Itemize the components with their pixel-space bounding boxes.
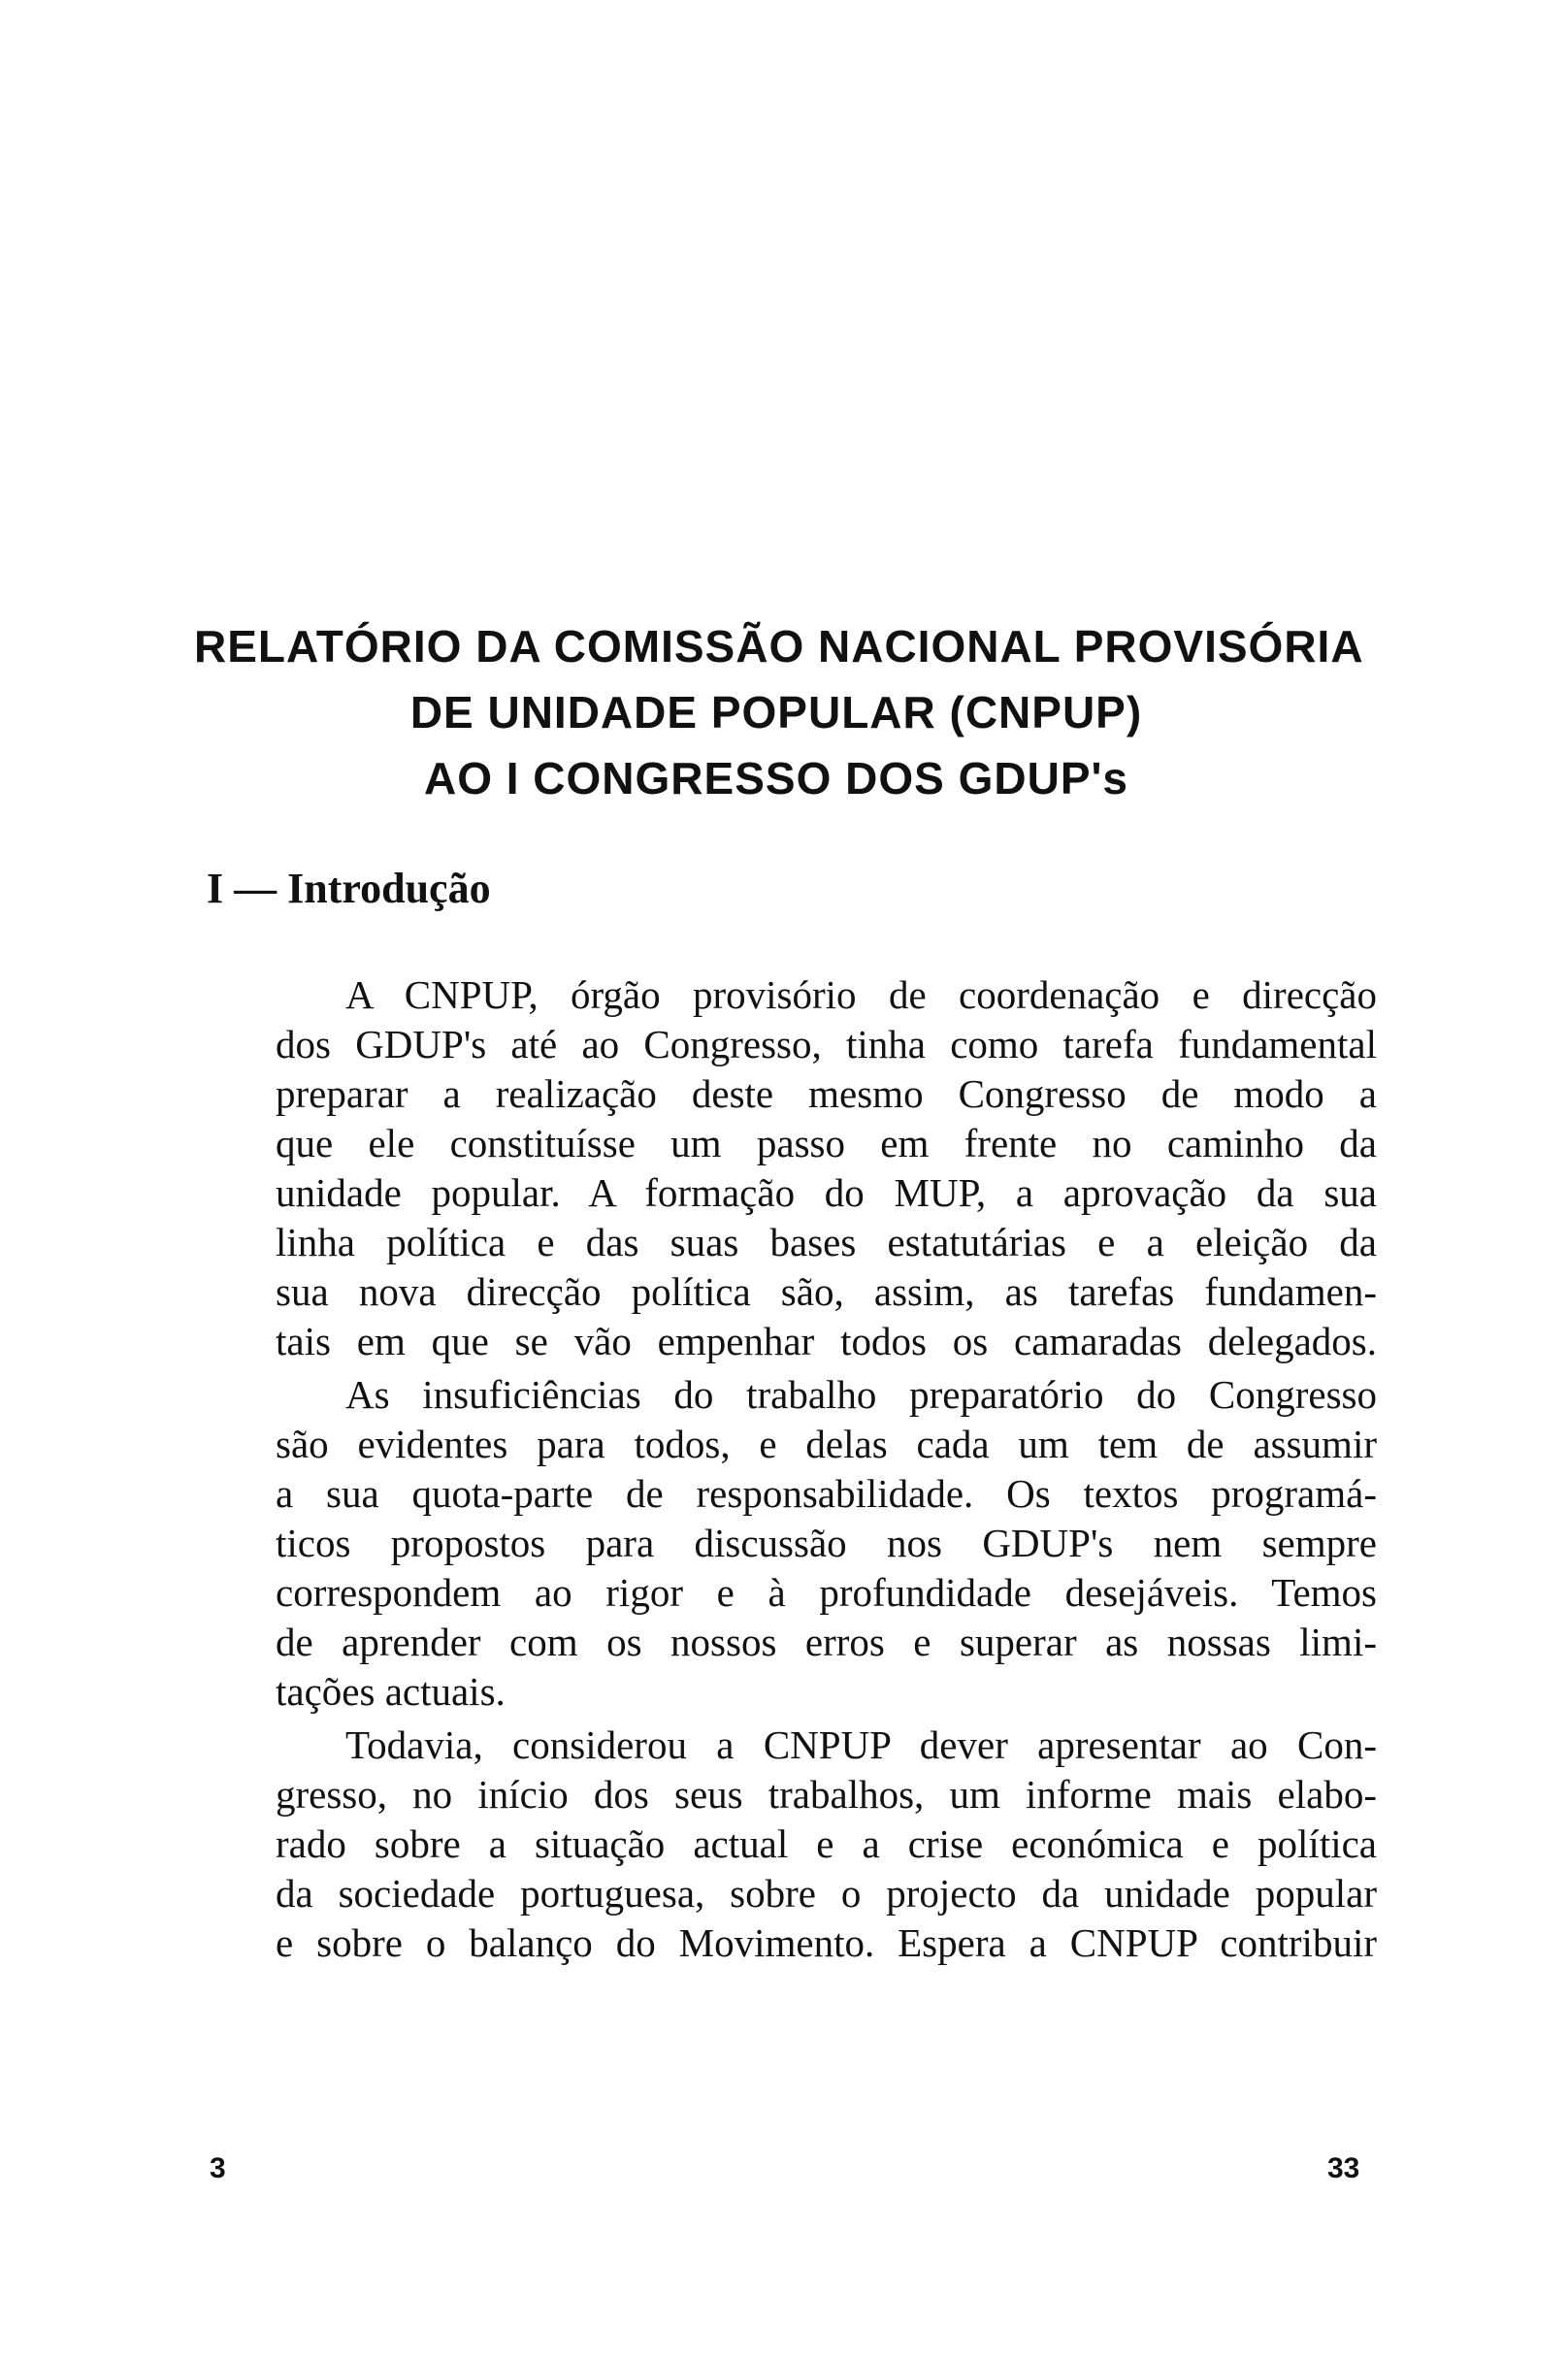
text-line: As insuficiências do trabalho preparatório do Congresso [345, 1372, 1377, 1417]
text-line: que ele constituísse um passo em frente no caminho da [276, 1121, 1377, 1165]
text-line: dos GDUP's até ao Congresso, tinha como tarefa fundamental [276, 1022, 1377, 1066]
section-heading: I — Introdução [207, 865, 491, 912]
text-line: preparar a realização deste mesmo Congresso de modo a [276, 1071, 1377, 1116]
page-number: 33 [1327, 2152, 1360, 2184]
text-line: e sobre o balanço do Movimento. Espera a CNPUP contribuir [276, 1920, 1377, 1965]
text-line: unidade popular. A formação do MUP, a aprovação da sua [276, 1170, 1377, 1215]
text-line: linha política e das suas bases estatutárias e a eleição da [276, 1220, 1377, 1264]
text-line: tais em que se vão empenhar todos os camaradas delegados. [276, 1319, 1377, 1363]
text-line: a sua quota-parte de responsabilidade. Os textos programá- [276, 1471, 1377, 1516]
title-line-1: RELATÓRIO DA COMISSÃO NACIONAL PROVISÓRIA [194, 621, 1364, 672]
text-line: rado sobre a situação actual e a crise económica e política [276, 1821, 1377, 1866]
title-line-3: AO I CONGRESSO DOS GDUP's [423, 753, 1129, 803]
paragraph-2 [206, 1370, 1377, 1717]
text-line: de aprender com os nossos erros e superar as nossas limi- [276, 1620, 1377, 1664]
document-title [194, 613, 1364, 811]
text-line: tações actuais. [276, 1669, 506, 1714]
body-text [206, 970, 1377, 1968]
text-line: ticos propostos para discussão nos GDUP's nem sempre [276, 1521, 1377, 1565]
paragraph-1 [206, 970, 1377, 1366]
text-line: A CNPUP, órgão provisório de coordenação e direcção [345, 972, 1377, 1017]
text-line: sua nova direcção política são, assim, as tarefas fundamen- [276, 1269, 1377, 1314]
text-line: são evidentes para todos, e delas cada um tem de assumir [276, 1422, 1377, 1466]
text-line: correspondem ao rigor e à profundidade desejáveis. Temos [276, 1570, 1377, 1615]
text-line: Todavia, considerou a CNPUP dever apresentar ao Con- [345, 1722, 1377, 1767]
text-line: gresso, no início dos seus trabalhos, um informe mais elabo- [276, 1772, 1377, 1817]
paragraph-3 [206, 1721, 1377, 1968]
title-line-2: DE UNIDADE POPULAR (CNPUP) [409, 687, 1143, 738]
signature-mark: 3 [210, 2152, 226, 2184]
text-line: da sociedade portuguesa, sobre o projecto da unidade popular [276, 1871, 1377, 1916]
